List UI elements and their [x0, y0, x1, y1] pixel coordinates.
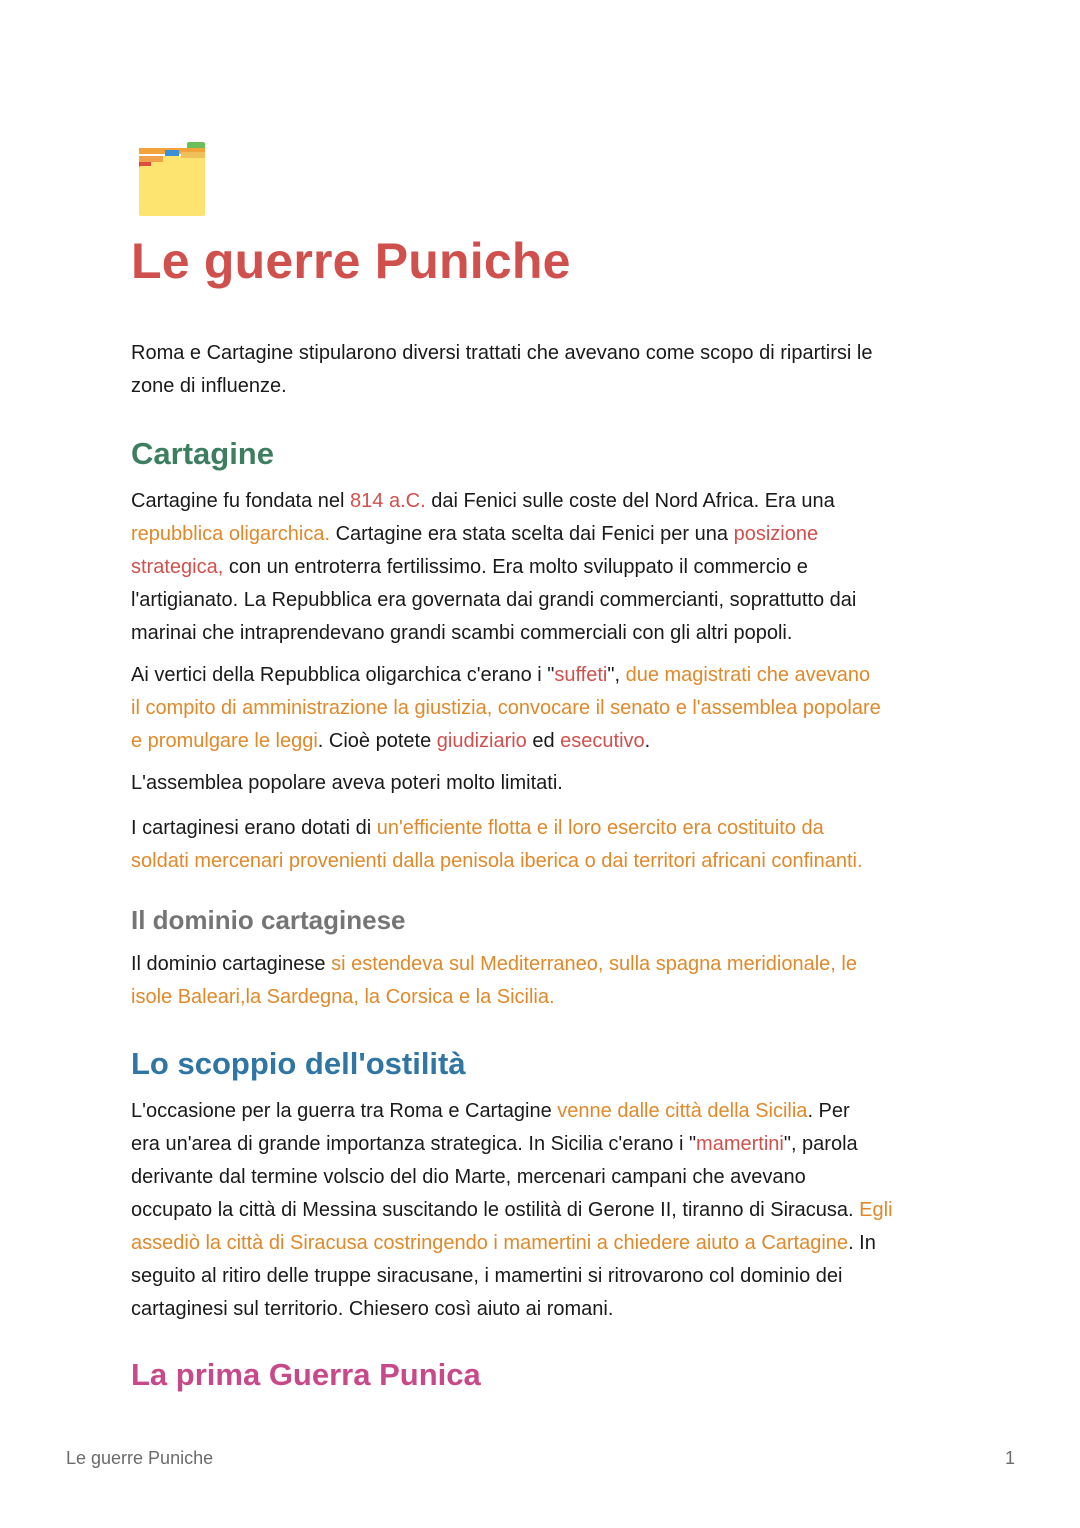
page-title: Le guerre Puniche — [131, 233, 571, 289]
heading-dominio-cartaginese: Il dominio cartaginese — [131, 905, 406, 935]
heading-prima-guerra-punica: La prima Guerra Punica — [131, 1357, 481, 1392]
footer-title: Le guerre Puniche — [66, 1448, 214, 1468]
cartagine-paragraph-3: L'assemblea popolare aveva poteri molto limitati. — [131, 772, 563, 794]
heading-scoppio-ostilita: Lo scoppio dell'ostilità — [131, 1046, 466, 1081]
scoppio-paragraph: L'occasione per la guerra tra Roma e Cartagine venne dalle città della Sicilia. Per era un'area di grande importanza strategica. In Sicilia c'erano i "mamertini", parola derivante dal termine volscio del dio Marte, mercenari campani che avevano occupato la città di Messina suscitando le ostilità di Gerone II, tiranno di Siracusa. Egli assediò la città di Siracusa costringendo i mamertini a chiedere aiuto a Cartagine. In seguito al ritiro delle truppe siracusane, i mamertini si ritrovarono col dominio dei cartaginesi sul territorio. Chiesero così aiuto ai romani. — [131, 1100, 893, 1320]
card-index-dividers-icon — [137, 142, 207, 218]
cartagine-paragraph-4: I cartaginesi erano dotati di un'efficiente flotta e il loro esercito era costituito da soldati mercenari provenienti dalla penisola iberica o dai territori africani confinanti. — [131, 817, 863, 872]
cartagine-paragraph-1: Cartagine fu fondata nel 814 a.C. dai Fenici sulle coste del Nord Africa. Era una repubblica oligarchica. Cartagine era stata scelta dai Fenici per una posizione strategica, con un entroterra fertilissimo. Era molto sviluppato il commercio e l'artigianato. La Repubblica era governata dai grandi commercianti, soprattutto dai marinai che intraprendevano grandi scambi commerciali con gli altri popoli. — [131, 490, 857, 644]
cartagine-paragraph-2: Ai vertici della Repubblica oligarchica c'erano i "suffeti", due magistrati che avevano il compito di amministrazione la giustizia, convocare il senato e l'assemblea popolare e promulgare le leggi. Cioè potete giudiziario ed esecutivo. — [131, 664, 881, 752]
page-number: 1 — [1004, 1448, 1015, 1468]
dominio-paragraph: Il dominio cartaginese si estendeva sul Mediterraneo, sulla spagna meridionale, le isole Baleari,la Sardegna, la Corsica e la Sicilia. — [131, 953, 857, 1008]
heading-cartagine: Cartagine — [131, 436, 274, 471]
intro-paragraph: Roma e Cartagine stipularono diversi trattati che avevano come scopo di ripartirsi le zone di influenze. — [131, 342, 873, 397]
